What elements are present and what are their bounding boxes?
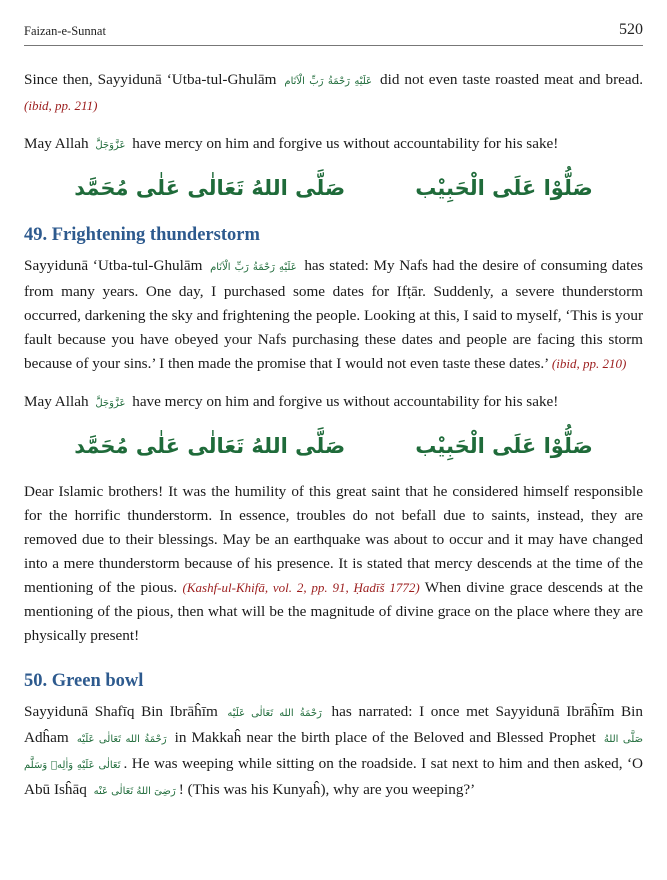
honorific-radi: رَضِىَ اللهُ تَعَالٰى عَنْه <box>93 786 176 797</box>
honorific-rahmatullah: رَحْمَةُ الله تَعَالٰى عَلَيْه <box>227 708 322 719</box>
reference: (ibid, pp. 210) <box>551 356 627 371</box>
salat-right: صَلَّى اللهُ تَعَالٰى عَلٰى مُحَمَّد <box>74 434 346 458</box>
honorific-allah: عَزَّوَجَلَّ <box>95 140 126 151</box>
paragraph-thunderstorm <box>24 254 643 376</box>
text: Sayyidunā Shafīq Bin Ibrāĥīm <box>24 703 218 720</box>
page-header <box>24 0 643 46</box>
text: in Makkaĥ near the birth place of the Beloved and Blessed Prophet <box>174 729 596 746</box>
paragraph-mercy-1 <box>24 132 643 158</box>
salat-left: صَلُّوْا عَلَى الْحَبِيْب <box>415 176 593 200</box>
honorific-utba: عَلَيْهِ رَحْمَةُ رَبِّ الْاَنَام <box>210 262 297 273</box>
text: Sayyidunā ‘Utba-tul-Ghulām <box>24 257 203 274</box>
reference: (Kashf-ul-Khifā, vol. 2, pp. 91, Ḥadīš 1772) <box>182 580 420 595</box>
text: . He was weeping while sitting on the roadside. I sat next to him and then asked, ‘O Abū Isĥāq <box>24 755 643 798</box>
text: did not even taste roasted meat and bread. <box>380 71 644 88</box>
text: Since then, Sayyidunā ‘Utba-tul-Ghulām <box>24 71 277 88</box>
text: When divine grace descends at the mentioning of the pious, then what will be the magnitude of divine grace on the place where they are physically present! <box>24 579 643 644</box>
section-heading-50: 50. Green bowl <box>24 671 144 691</box>
text: have mercy on him and forgive us without accountability for his sake! <box>132 393 559 410</box>
text: has narrated: I once met Sayyidunā Ibrāĥīm Bin Adĥam <box>24 703 643 746</box>
paragraph-mercy-2 <box>24 390 643 416</box>
paragraph-since-then <box>24 68 643 118</box>
text: Dear Islamic brothers! It was the humility of this great saint that he considered himself responsible for the horrific thunderstorm. In essence, troubles do not befall due to saints, instead, they are removed due to their blessings. May be an earthquake was about to occur and it may have changed into a mere thunderstorm because of his presence. It is stated that mercy descends at the time of the mentioning of the pious. <box>24 483 643 596</box>
text: May Allah <box>24 135 89 152</box>
text: has stated: My Nafs had the desire of consuming dates from many years. One day, I purchased some dates for Ifṭār. Suddenly, a severe thunderstorm occurred, darkening the sky and frightening the people. Looking at this, I said to myself, ‘This is your fault because you have obeyed your Nafs purchasing these dates and people are facing this storm because of your sins.’ I then made the promise that I would not even taste these dates.’ <box>24 257 644 372</box>
section-heading-49: 49. Frightening thunderstorm <box>24 225 260 245</box>
salat-left: صَلُّوْا عَلَى الْحَبِيْب <box>415 434 593 458</box>
text: have mercy on him and forgive us without accountability for his sake! <box>132 135 559 152</box>
honorific-allah: عَزَّوَجَلَّ <box>95 398 126 409</box>
salat-line-2 <box>24 426 643 466</box>
paragraph-green-bowl <box>24 700 643 804</box>
honorific-prophet: صَلَّى اللهُ تَعَالٰى عَلَيْهِ وَاٰلِهٖ وَسَلَّم <box>24 734 644 771</box>
salat-line-1 <box>24 168 643 208</box>
page-number: 520 <box>619 21 643 38</box>
paragraph-dear-brothers <box>24 480 643 648</box>
text: May Allah <box>24 393 89 410</box>
honorific-utba: عَلَيْهِ رَحْمَةُ رَبِّ الْاَنَام <box>284 76 373 87</box>
book-title: Faizan-e-Sunnat <box>24 24 106 38</box>
honorific-rahmatullah: رَحْمَةُ الله تَعَالٰى عَلَيْه <box>76 734 167 745</box>
salat-right: صَلَّى اللهُ تَعَالٰى عَلٰى مُحَمَّد <box>74 176 346 200</box>
reference: (ibid, pp. 211) <box>24 98 98 113</box>
text: ! (This was his Kunyaĥ), why are you weeping?’ <box>178 781 476 798</box>
